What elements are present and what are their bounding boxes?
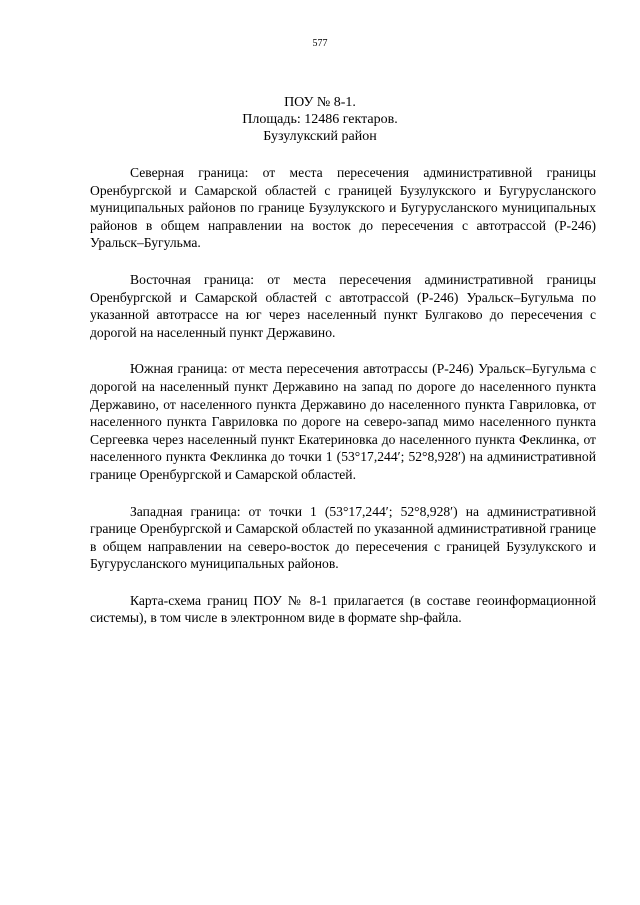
western-border-paragraph: Западная граница: от точки 1 (53°17,244′; 52°8,928′) на административной границе Оренбургской и Самарской областей по указанной административной границе в общем направлении на северо-восток до пересечения с границей Бузулукского и Бугурусланского муниципальных районов. — [90, 503, 596, 572]
area-line: Площадь: 12486 гектаров. — [242, 112, 398, 127]
map-scheme-paragraph: Карта-схема границ ПОУ № 8-1 прилагается (в составе геоинформационной системы), в том числе в электронном виде в формате shp-файла. — [90, 592, 596, 626]
document-header — [0, 94, 640, 145]
document-title: ПОУ № 8-1. — [284, 95, 356, 110]
eastern-border-paragraph: Восточная граница: от места пересечения административной границы Оренбургской и Самарской областей с автотрассой (Р-246) Уральск–Бугульма по указанной автотрассе на юг через населенный пункт Булгаково до пересечения с дорогой на населенный пункт Державино. — [90, 271, 596, 340]
document-body — [90, 164, 596, 646]
southern-border-paragraph: Южная граница: от места пересечения автотрассы (Р-246) Уральск–Бугульма с дорогой на населенный пункт Державино на запад по дороге до населенного пункта Державино, от населенного пункта Державино до населенного пункта Гавриловка, от населенного пункта Гавриловка по дороге на северо-запад мимо населенного пункта Сергеевка через населенный пункт Екатериновка до населенного пункта Феклинка, от населенного пункта Феклинка до точки 1 (53°17,244′; 52°8,928′) на административной границе Оренбургской и Самарской областей. — [90, 361, 596, 482]
district-line: Бузулукский район — [263, 129, 377, 144]
northern-border-paragraph: Северная граница: от места пересечения административной границы Оренбургской и Самарской областей с границей Бузулукского и Бугурусланского муниципальных районов по границе Бузулукского и Бугурусланского муниципальных районов в общем направлении на восток до пересечения с автотрассой (Р-246) Уральск–Бугульма. — [90, 165, 596, 251]
page-number: 577 — [312, 38, 328, 49]
